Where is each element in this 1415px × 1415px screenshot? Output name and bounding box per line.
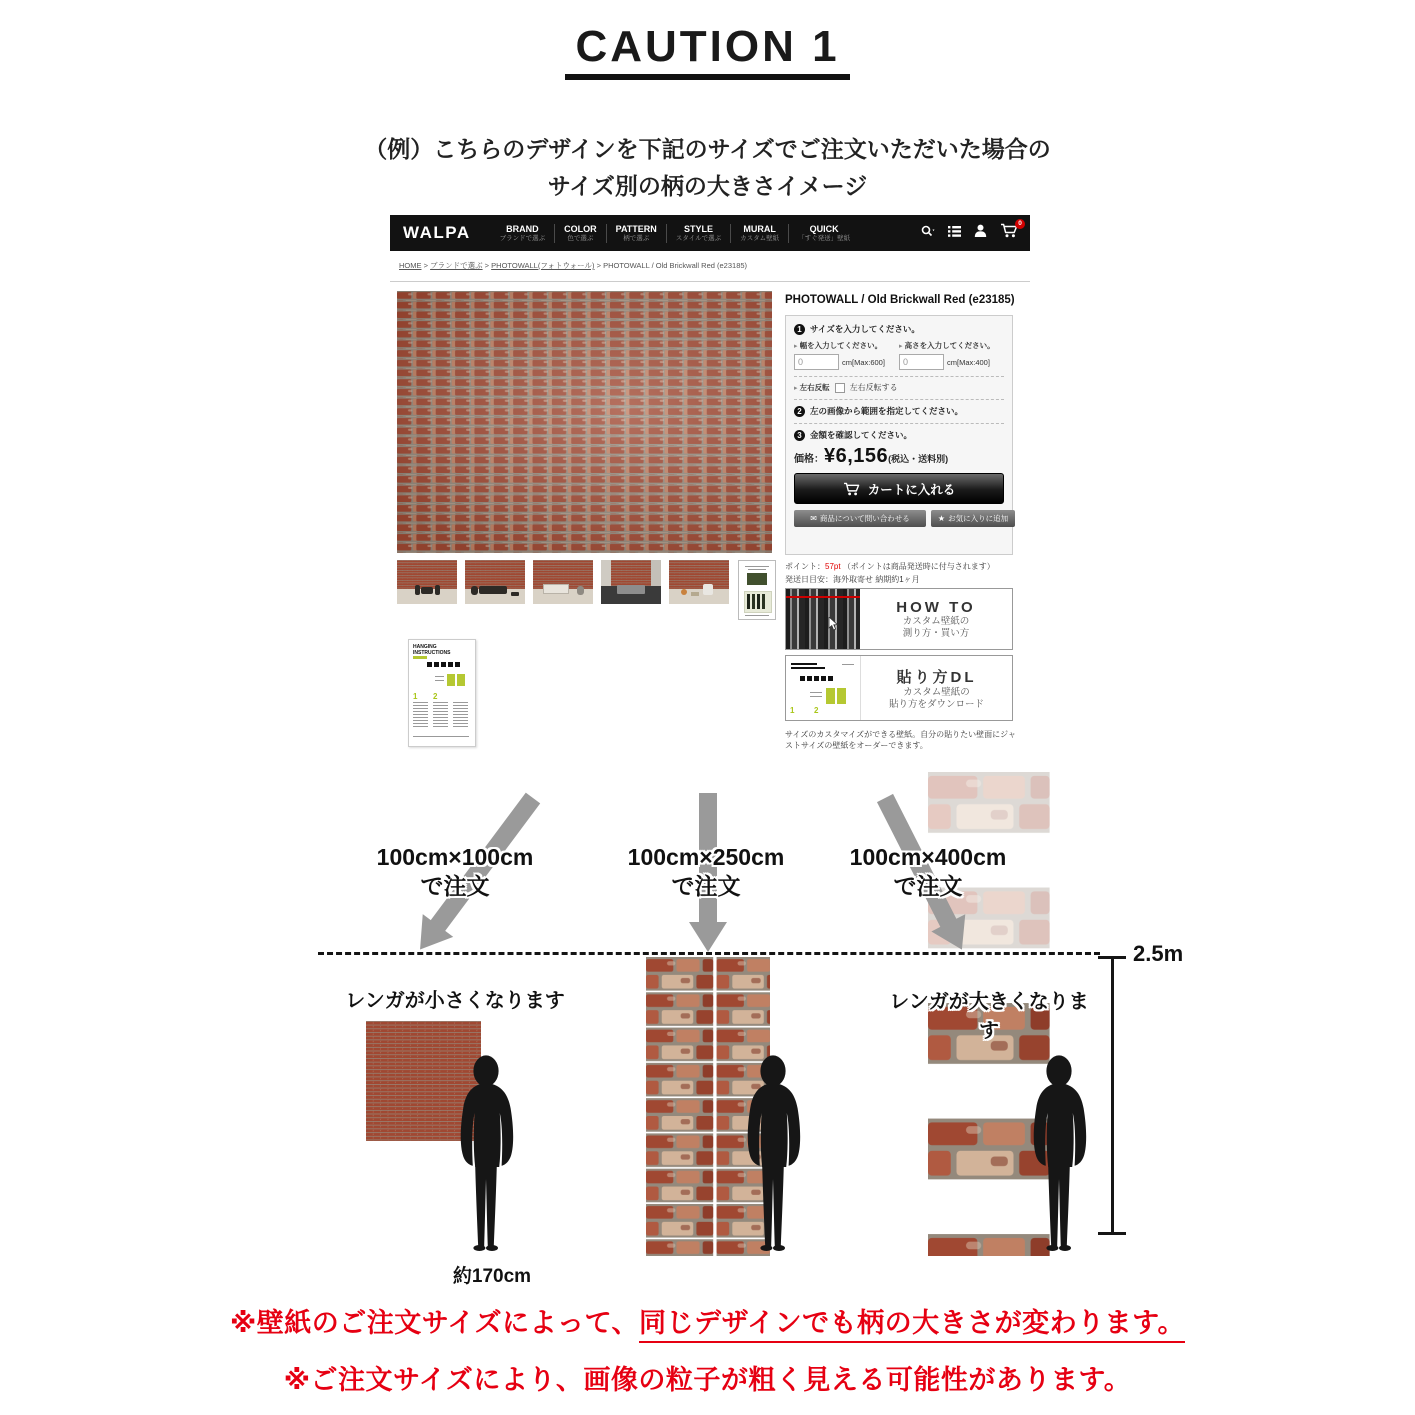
thumbnail-dining-room[interactable] <box>397 560 457 604</box>
nav-item-color[interactable]: COLOR 色で選ぶ <box>554 224 606 243</box>
thumbnail-dark-bedroom[interactable] <box>601 560 661 604</box>
star-icon: ★ <box>937 514 946 523</box>
breadcrumb-home[interactable]: HOME <box>399 261 422 270</box>
product-image-brick-wall[interactable] <box>397 291 772 553</box>
contact-button[interactable]: ✉ 商品について問い合わせる <box>794 510 926 527</box>
ceiling-measure-line <box>1111 956 1114 1235</box>
note-bricks-smaller: レンガが小さくなります <box>345 990 565 1012</box>
hanging-instructions-sheet[interactable]: HANGING INSTRUCTIONS 1 2 <box>408 639 476 747</box>
add-to-cart-button[interactable]: カートに入れる <box>794 473 1004 504</box>
order-size-label-100x100: 100cm×100cm で注文 <box>376 844 534 899</box>
breadcrumb-current: PHOTOWALL / Old Brickwall Red (e23185) <box>603 261 748 270</box>
height-input[interactable]: 0 <box>899 354 944 370</box>
thumbnail-instructions[interactable] <box>738 560 776 620</box>
step3-header: 3 金額を確認してください。 <box>794 429 1004 441</box>
note-bricks-larger: レンガが大きくなります <box>889 991 1089 1042</box>
breadcrumb: HOME > ブランドで選ぶ > PHOTOWALL(フォトウォール) > PHOTOWALL / Old Brickwall Red (e23185) <box>399 261 748 270</box>
width-field-group: ▸ 幅を入力してください。 0 cm[Max:600] <box>794 340 899 370</box>
width-input[interactable]: 0 <box>794 354 839 370</box>
points-value: 57pt <box>825 562 841 571</box>
warning-text-1: ※壁紙のご注文サイズによって、同じデザインでも柄の大きさが変わります。 <box>0 1301 1415 1340</box>
order-panel <box>785 315 1013 555</box>
step1-header: 1 サイズを入力してください。 <box>794 323 1004 335</box>
breadcrumb-brand[interactable]: ブランドで選ぶ <box>430 261 483 270</box>
step2-number: 2 <box>794 406 805 417</box>
product-title: PHOTOWALL / Old Brickwall Red (e23185) <box>785 294 1015 306</box>
divider <box>390 281 1030 282</box>
nav-menu <box>491 220 860 246</box>
intro-text-line2: サイズ別の柄の大きさイメージ <box>547 173 868 199</box>
list-icon[interactable] <box>948 224 961 242</box>
step3-number: 3 <box>794 430 805 441</box>
thumbnail-bedroom[interactable] <box>533 560 593 604</box>
nav-item-style[interactable]: STYLE スタイルで選ぶ <box>666 224 730 243</box>
ceiling-dashed-line <box>318 952 1100 955</box>
product-description: サイズのカスタマイズができる壁紙。自分の貼りたい壁面にジャストサイズの壁紙をオーダーできます。 <box>785 730 1016 750</box>
warning-text-2: ※ご注文サイズにより、画像の粒子が粗く見える可能性があります。 <box>283 1365 1132 1395</box>
search-icon[interactable] <box>921 224 935 242</box>
flip-option-row: ▸ 左右反転 左右反転する <box>794 383 898 392</box>
height-field-group: ▸ 高さを入力してください。 0 cm[Max:400] <box>899 340 1004 370</box>
forest-image <box>786 589 860 649</box>
step2-header: 2 左の画像から範囲を指定してください。 <box>794 405 1004 417</box>
person-height-label: 約170cm <box>452 1266 532 1287</box>
measure-cap-bottom <box>1098 1232 1126 1235</box>
measure-cap-top <box>1098 956 1126 959</box>
intro-text-line1: （例）こちらのデザインを下記のサイズでご注文いただいた場合の <box>364 136 1051 162</box>
person-silhouette <box>450 1051 522 1264</box>
nav-item-brand[interactable]: BRAND ブランドで選ぶ <box>499 223 546 242</box>
order-size-label-100x400: 100cm×400cm で注文 <box>849 844 1007 899</box>
order-size-label-100x250: 100cm×250cm で注文 <box>627 844 785 899</box>
price-value: ¥6,156 <box>824 445 889 467</box>
nav-icon-group <box>921 220 1022 243</box>
favorite-button[interactable]: ★ お気に入りに追加 <box>931 510 1015 527</box>
thumbnail-living-room[interactable] <box>465 560 525 604</box>
walpa-site-screenshot <box>390 215 1030 767</box>
account-icon[interactable] <box>974 224 987 242</box>
shipping-info: 発送日目安：海外取寄せ 納期約1ヶ月 <box>785 575 920 584</box>
nav-item-mural[interactable]: MURAL カスタム壁紙 <box>730 224 788 243</box>
site-navbar <box>390 215 1030 251</box>
hanging-download-banner[interactable]: 1 2 貼り方DL カスタム壁紙の 貼り方をダウンロード <box>785 655 1013 721</box>
thumbnail-playroom[interactable] <box>669 560 729 604</box>
step1-number: 1 <box>794 324 805 335</box>
cart-icon <box>843 482 860 496</box>
cart-count-badge: 0 <box>1015 219 1025 229</box>
price-row: 価格： ¥6,156 (税込・送料別) <box>794 445 949 467</box>
page-title: CAUTION 1 <box>0 22 1415 80</box>
ceiling-height-label: 2.5m <box>1133 941 1184 966</box>
nav-item-quick[interactable]: QUICK 「すぐ発送」壁紙 <box>788 224 859 243</box>
person-silhouette <box>737 1051 809 1264</box>
cart-icon[interactable] <box>1000 220 1022 243</box>
howto-banner[interactable]: HOW TO カスタム壁紙の 測り方・買い方 <box>785 588 1013 650</box>
walpa-logo[interactable]: WALPA <box>403 223 471 242</box>
points-info: ポイント：57pt （ポイントは商品発送時に付与されます） <box>785 562 995 571</box>
instructions-mini-image: 1 2 <box>786 656 861 720</box>
flip-checkbox[interactable] <box>835 383 845 393</box>
cursor-icon <box>828 617 840 631</box>
nav-item-pattern[interactable]: PATTERN 柄で選ぶ <box>606 224 666 243</box>
person-silhouette <box>1023 1051 1095 1264</box>
breadcrumb-photowall[interactable]: PHOTOWALL(フォトウォール) <box>491 261 595 270</box>
mail-icon: ✉ <box>810 514 817 523</box>
